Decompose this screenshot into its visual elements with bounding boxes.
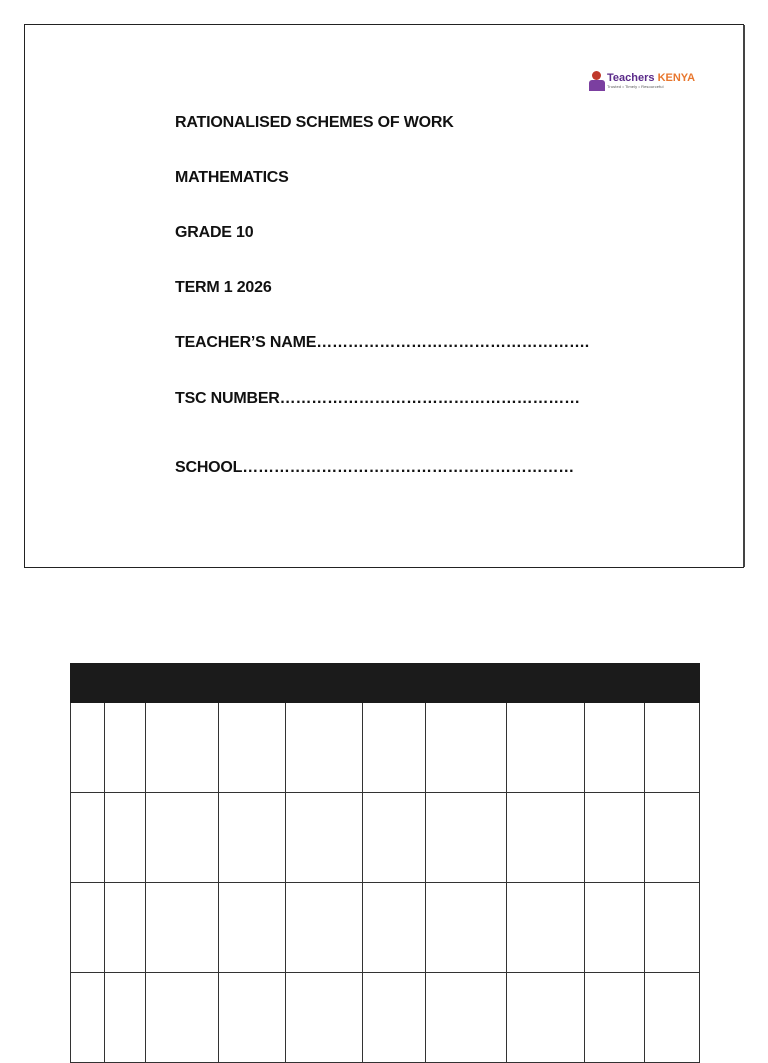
subject-label: MATHEMATICS [175, 169, 289, 186]
header-cell [105, 664, 146, 703]
header-cell [363, 664, 426, 703]
table-cell [426, 793, 507, 883]
table-cell [219, 973, 286, 1063]
header-cell [219, 664, 286, 703]
table-cell [426, 703, 507, 793]
schemes-of-work-table [70, 663, 700, 1063]
table-cell [146, 703, 219, 793]
table-cell [363, 703, 426, 793]
table-cell [286, 793, 363, 883]
table-cell [585, 793, 645, 883]
header-cell [71, 664, 105, 703]
teacher-figure-icon [589, 71, 605, 91]
table-cell [105, 973, 146, 1063]
table-cell [219, 793, 286, 883]
table-cell [286, 703, 363, 793]
header-cell [146, 664, 219, 703]
table-cell [507, 973, 585, 1063]
school-field: SCHOOL……………………………………………………… [175, 459, 575, 476]
header-cell [507, 664, 585, 703]
grade-label: GRADE 10 [175, 224, 254, 241]
table-cell [507, 793, 585, 883]
table-cell [507, 703, 585, 793]
term-label: TERM 1 2026 [175, 279, 272, 296]
document-title: RATIONALISED SCHEMES OF WORK [175, 114, 454, 131]
logo-brand-part1: Teachers [607, 72, 655, 84]
table-cell [219, 883, 286, 973]
header-cell [286, 664, 363, 703]
table-cell [146, 793, 219, 883]
table-cell [105, 703, 146, 793]
table-cell [363, 973, 426, 1063]
table-cell [105, 793, 146, 883]
header-cell [645, 664, 700, 703]
table-cell [426, 883, 507, 973]
table-header-row [71, 664, 700, 703]
logo-tagline: Trusted • Timely • Resourceful [607, 84, 664, 89]
table-cell [585, 703, 645, 793]
table-cell [426, 973, 507, 1063]
table-cell [645, 793, 700, 883]
table-cell [105, 883, 146, 973]
table-cell [363, 793, 426, 883]
teacher-name-field: TEACHER’S NAME……………………………………………. [175, 334, 590, 351]
table-cell [507, 883, 585, 973]
table-row [71, 703, 700, 793]
table-cell [71, 703, 105, 793]
table-cell [286, 883, 363, 973]
table-cell [219, 703, 286, 793]
table-row [71, 973, 700, 1063]
table-cell [71, 973, 105, 1063]
teachers-kenya-logo [589, 71, 695, 91]
table-cell [71, 883, 105, 973]
table-cell [645, 703, 700, 793]
table-cell [286, 973, 363, 1063]
logo-brand-part2: KENYA [657, 72, 696, 84]
table-cell [585, 973, 645, 1063]
header-cell [426, 664, 507, 703]
table-cell [585, 883, 645, 973]
logo-brand [607, 73, 695, 84]
cover-border-shadow [743, 25, 745, 567]
table-cell [146, 973, 219, 1063]
table-cell [71, 793, 105, 883]
table-row [71, 793, 700, 883]
table-cell [645, 973, 700, 1063]
table-cell [645, 883, 700, 973]
table-row [71, 883, 700, 973]
cover-page [24, 24, 744, 568]
table-cell [363, 883, 426, 973]
tsc-number-field: TSC NUMBER………………………………………………… [175, 390, 580, 407]
table-cell [146, 883, 219, 973]
header-cell [585, 664, 645, 703]
